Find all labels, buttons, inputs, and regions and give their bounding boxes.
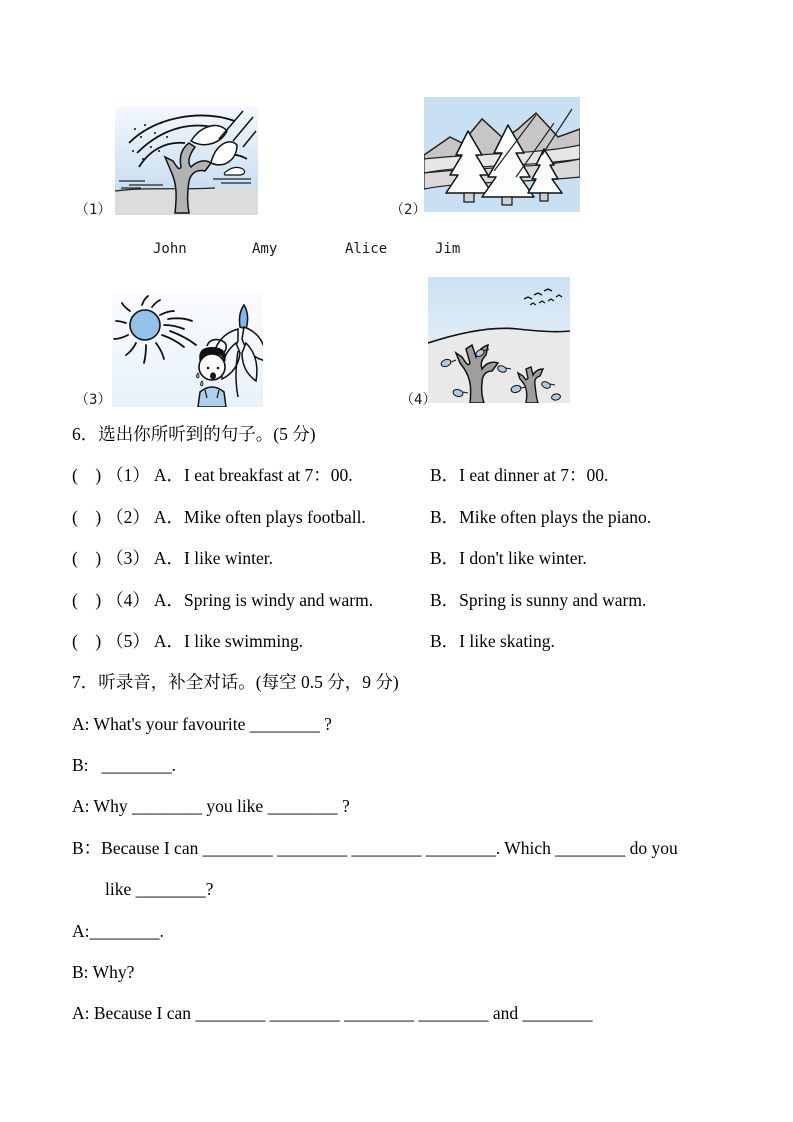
picture-label-2: （2）: [390, 202, 427, 218]
sunny-boy-illustration: [112, 291, 263, 407]
dialogue-line-7: B: Why?: [72, 962, 135, 983]
name-john: John: [153, 241, 187, 257]
option-b-2: B．Mike often plays the piano.: [430, 506, 652, 527]
dialogue-line-3: A: Why ________ you like ________ ?: [72, 796, 350, 817]
answer-paren-2: ( ): [72, 506, 102, 527]
section7-title: [72, 662, 732, 703]
answer-paren-4: ( ): [72, 589, 102, 610]
option-b-5: B．I like skating.: [430, 630, 555, 651]
option-b-4: B．Spring is sunny and warm.: [430, 589, 647, 610]
picture-label-4: （4）: [400, 392, 437, 408]
option-a-1: A．I eat breakfast at 7：00.: [153, 465, 353, 486]
item-number-4: （4）: [106, 589, 150, 610]
answer-paren-3: ( ): [72, 548, 102, 569]
windy-tree-illustration: [115, 107, 258, 215]
q6-item-2: [72, 497, 732, 538]
q6-item-3: [72, 538, 732, 579]
option-b-1: B．I eat dinner at 7：00.: [430, 465, 609, 486]
q6-item-4: [72, 580, 732, 621]
dialogue-line-2: B: ________.: [72, 755, 177, 776]
picture-4-autumn-trees: [428, 277, 570, 403]
winter-mountains-illustration: [424, 97, 580, 212]
answer-paren-1: ( ): [72, 465, 102, 486]
dialogue-line-5: like ________?: [105, 879, 214, 900]
option-a-5: A．I like swimming.: [153, 630, 304, 651]
answer-paren-5: ( ): [72, 630, 102, 651]
item-number-2: （2）: [106, 506, 150, 527]
question-text-block: [72, 414, 732, 1035]
name-jim: Jim: [435, 241, 461, 257]
option-b-3: B．I don't like winter.: [430, 548, 587, 569]
name-alice: Alice: [345, 241, 388, 257]
picture-label-1: （1）: [75, 202, 112, 218]
picture-3-sunny-boy: [112, 291, 263, 407]
item-number-1: （1）: [106, 465, 150, 486]
q6-item-1: [72, 455, 732, 496]
dialogue-line-4: B：Because I can ________ ________ ________ ________. Which ________ do you: [72, 837, 678, 858]
option-a-4: A．Spring is windy and warm.: [153, 589, 374, 610]
picture-1-windy-tree: [115, 107, 258, 215]
section6-title: [72, 414, 732, 455]
name-amy: Amy: [252, 241, 278, 257]
item-number-3: （3）: [106, 548, 150, 569]
option-a-3: A．I like winter.: [153, 548, 273, 569]
section7-title-text: 7．听录音，补全对话。(每空 0.5 分，9 分): [72, 672, 399, 693]
dialogue-line-6: A:________.: [72, 920, 164, 941]
section6-title-text: 6．选出你所听到的句子。(5 分): [72, 423, 316, 444]
dialogue-line-8: A: Because I can ________ ________ ________ ________ and ________: [72, 1003, 593, 1024]
picture-2-winter-mountains: [424, 97, 580, 212]
dialogue-line-1: A: What's your favourite ________ ?: [72, 713, 332, 734]
autumn-trees-illustration: [428, 277, 570, 403]
option-a-2: A．Mike often plays football.: [153, 506, 366, 527]
picture-label-3: （3）: [75, 392, 112, 408]
item-number-5: （5）: [106, 630, 150, 651]
q6-item-5: [72, 621, 732, 662]
